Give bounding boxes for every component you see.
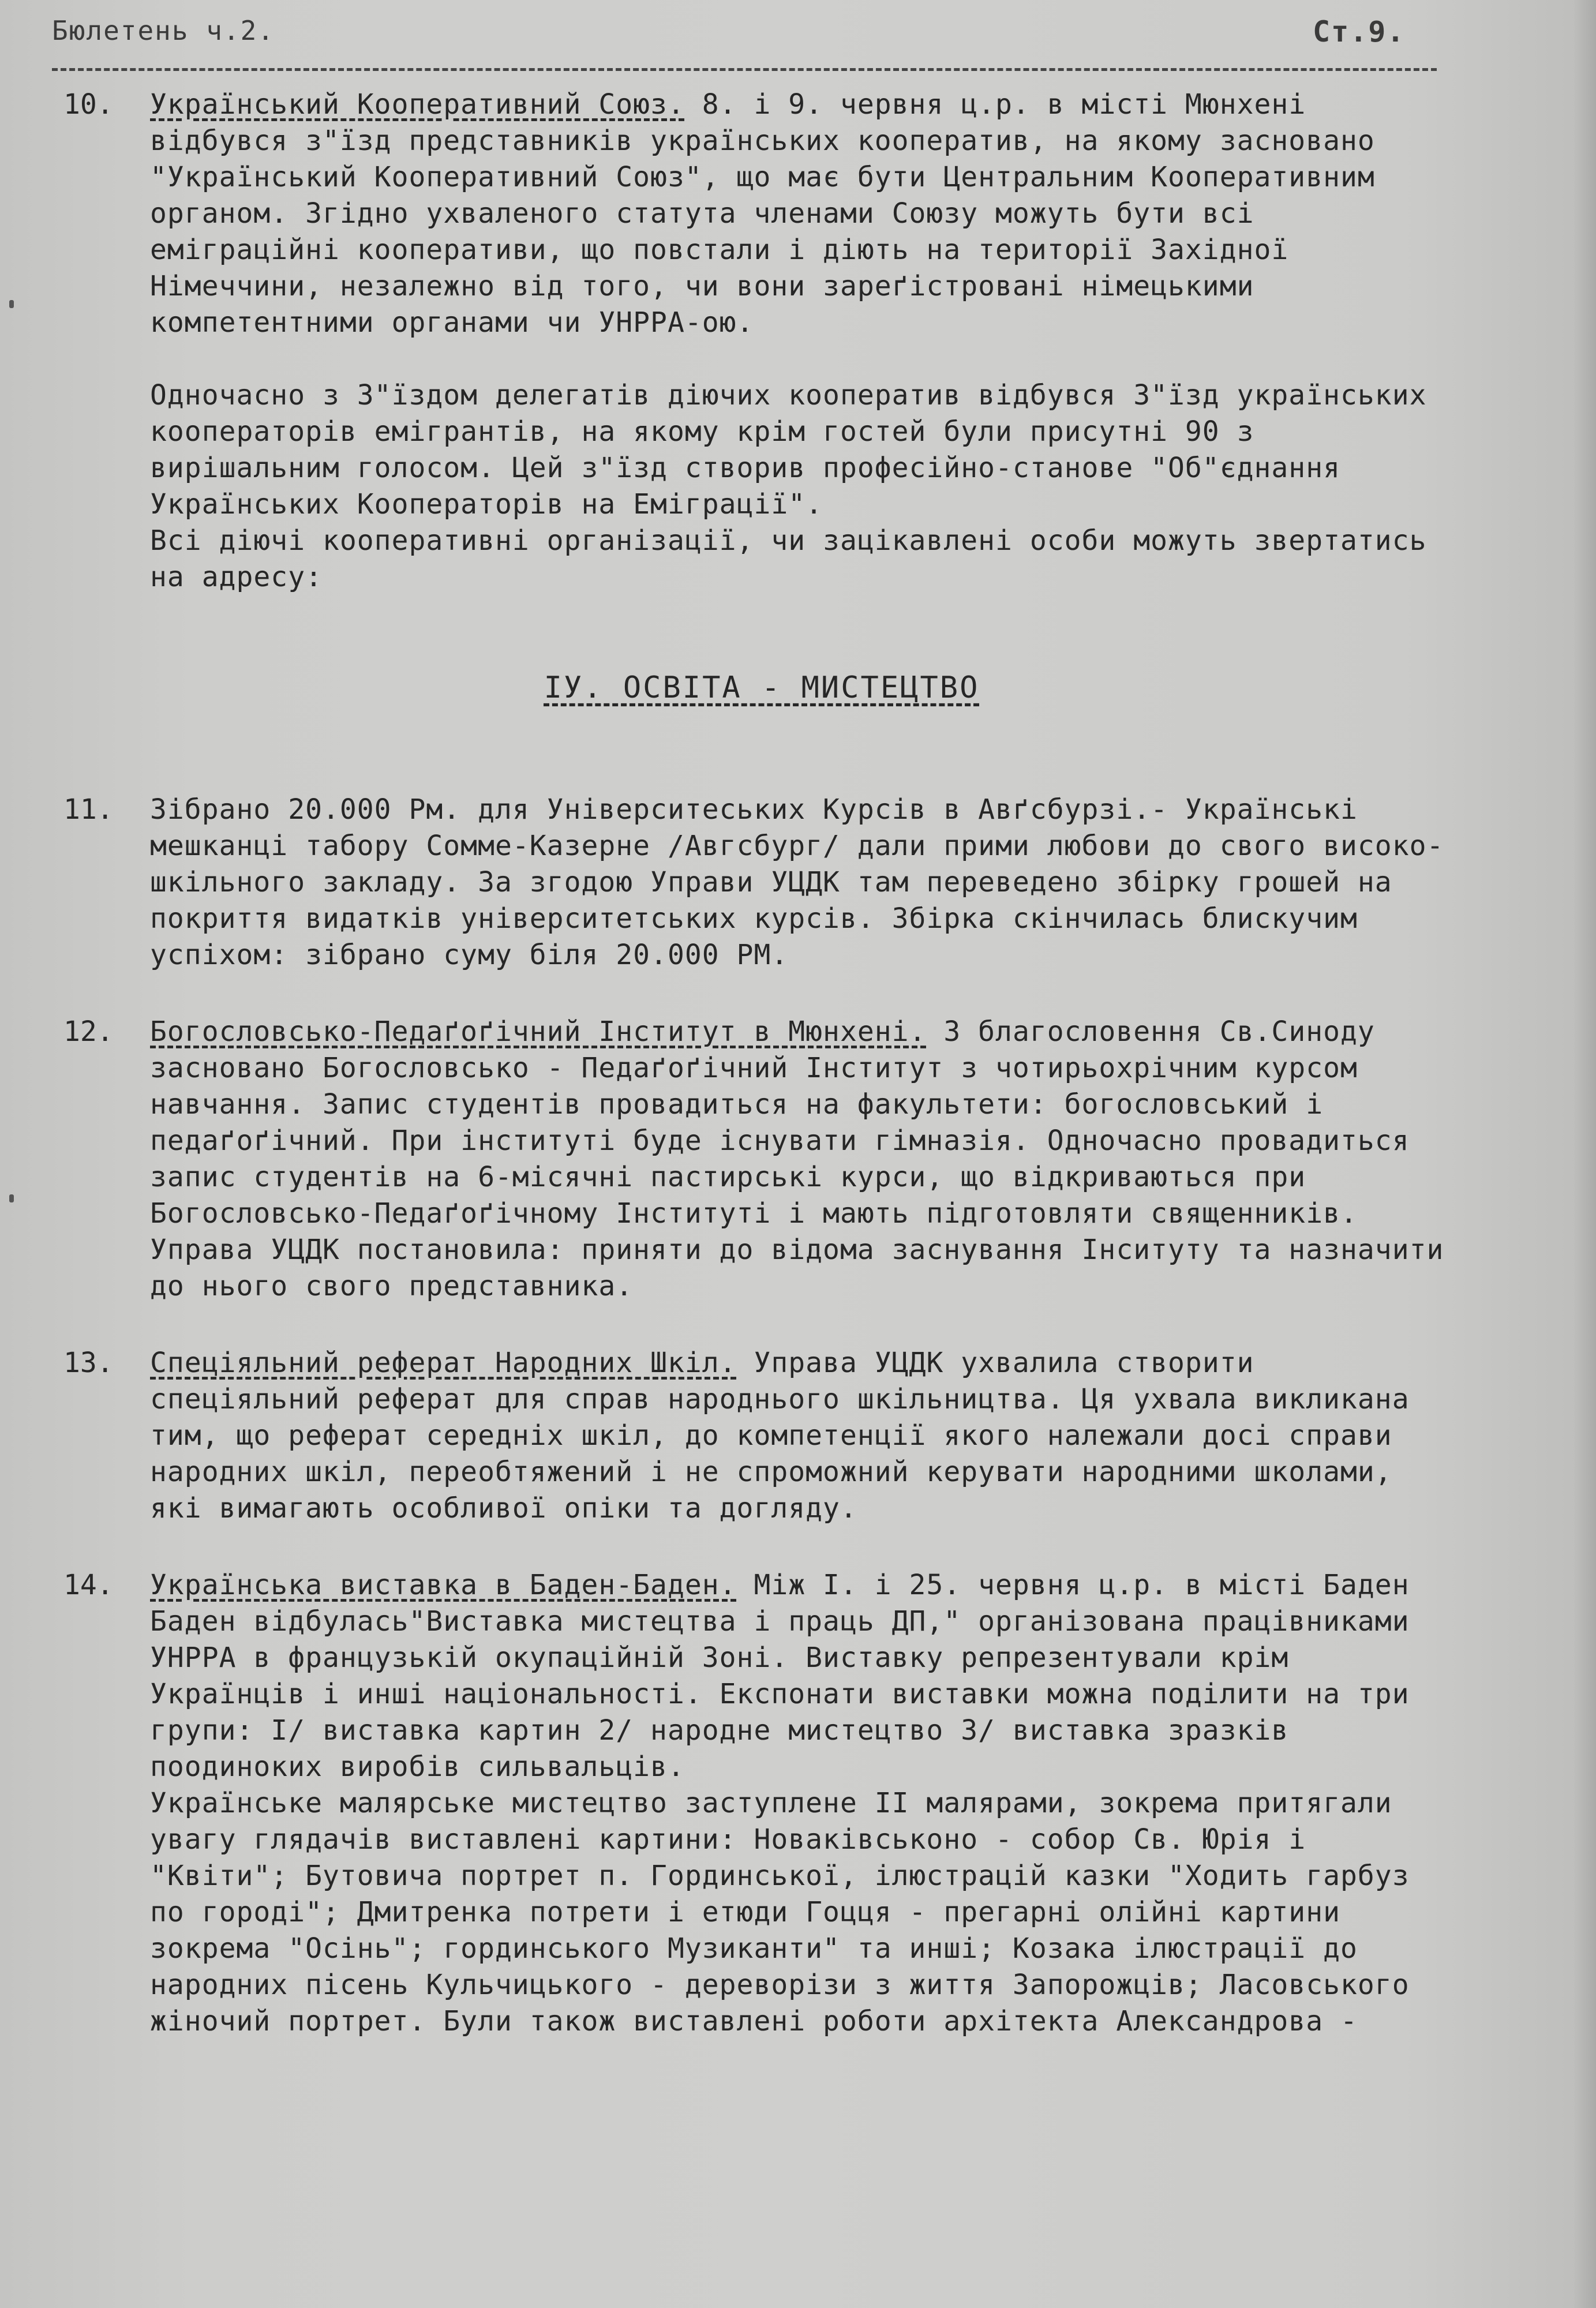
item-number: 12.	[63, 1016, 114, 1048]
header-divider	[52, 68, 1437, 71]
item-number: 14.	[63, 1569, 114, 1601]
item-paragraph: Всі діючі кооперативні організації, чи зацікавлені особи можуть звертатись на адресу:	[150, 524, 1427, 593]
item-text: Управа УЦДК ухвалила створити спеціяльний реферат для справ народнього шкільництва. Ця ухвала викликана тим, що реферат середніх шкіл, до компетенції якого належали досі справи народних шкіл, переобтяжений і не спроможний керувати народними школами, які вимагають особливої опіки та догляду.	[150, 1347, 1410, 1524]
page-number: Ст.9.	[1313, 15, 1406, 48]
item-body	[150, 87, 1460, 595]
item-paragraph	[150, 1014, 1460, 1232]
margin-mark	[9, 1194, 14, 1202]
item-heading: Українська виставка в Баден-Баден.	[150, 1569, 737, 1601]
item-paragraph: Українське малярське мистецтво заступлене II малярами, зокрема притягали увагу глядачів виставлені картини: Новаківськоно - собор Св. Юрія і "Квіти"; Бутовича портрет п. Гординської, ілюстрацій казки "Ходить гарбуз по городі"; Дмитренка потрети і етюди Гоцця - прегарні олійні картини зокрема "Осінь"; гординського Музиканти" та инші; Козака ілюстрації до народних пісень Кульчицького - дереворізи з життя Запорожців; Ласовського жіночий портрет. Були також виставлені роботи архітекта Александрова -	[150, 1787, 1410, 2037]
bulletin-label: Бюлетень ч.2.	[52, 15, 275, 46]
page-edge-shadow	[1573, 0, 1596, 2308]
paragraph-gap	[150, 341, 1460, 377]
item-12	[63, 1014, 1460, 1305]
item-number: 10.	[63, 88, 114, 121]
item-body	[150, 1014, 1460, 1305]
document-content	[63, 87, 1460, 2080]
item-number: 13.	[63, 1347, 114, 1379]
item-14	[63, 1567, 1460, 2040]
item-paragraph: Управа УЦДК постановила: приняти до відома заснування Інситуту та назначити до нього свого представника.	[150, 1234, 1444, 1302]
section-title-text: ІУ. ОСВІТА - МИСТЕЦТВО	[544, 670, 980, 705]
item-heading: Український Кооперативний Союз.	[150, 88, 685, 121]
item-paragraph	[150, 87, 1460, 341]
item-number: 11.	[63, 793, 114, 826]
item-10	[63, 87, 1460, 595]
item-heading: Богословсько-Педаґоґічний Інститут в Мюнхені.	[150, 1016, 927, 1048]
page-header	[52, 10, 1437, 57]
item-paragraph	[150, 1345, 1460, 1527]
item-11	[63, 792, 1460, 973]
item-text: 8. і 9. червня ц.р. в місті Мюнхені відбувся з"їзд представників українських кооператив, на якому засновано "Український Кооперативний Союз", що має бути Центральним Кооперативним органом. Згідно ухваленого статута членами Союзу можуть бути всі еміграційні кооперативи, що повстали і діють на території Західної Німеччини, незалежно від того, чи вони зареґістровані німецькими компетентними органами чи УНРРА-ою.	[150, 88, 1375, 339]
item-body	[150, 1567, 1460, 2040]
item-paragraph: Одночасно з З"їздом делегатів діючих кооператив відбувся З"їзд українських кооператорів емігрантів, на якому крім гостей були присутні 90 з вирішальним голосом. Цей з"їзд створив професійно-станове "Об"єднання Українських Кооператорів на Еміграції".	[150, 379, 1427, 520]
item-paragraph	[150, 1567, 1460, 1785]
item-paragraph: Зібрано 20.000 Рм. для Університеських Курсів в Авґсбурзі.- Українські мешканці табору Сомме-Казерне /Авгсбург/ дали прими любови до свого високо-шкільного закладу. За згодою Управи УЦДК там переведено збірку грошей на покриття видатків університетських курсів. Збірка скінчилась блискучим успіхом: зібрано суму біля 20.000 РМ.	[150, 793, 1444, 971]
item-text: З благословення Св.Синоду засновано Богословсько - Педаґоґічний Інститут з чотирьохрічним курсом навчання. Запис студентів провадиться на факультети: богословський і педаґоґічний. При інституті буде існувати гімназія. Одночасно провадиться запис студентів на 6-місячні пастирські курси, що відкриваються при Богословсько-Педаґоґічному Інституті і мають підготовляти священників.	[150, 1016, 1410, 1230]
item-heading: Спеціяльний реферат Народних Шкіл.	[150, 1347, 737, 1379]
item-text: Між І. і 25. червня ц.р. в місті Баден Баден відбулась"Виставка мистецтва і праць ДП," організована працівниками УНРРА в французькій окупаційній Зоні. Виставку репрезентували крім Українців і инші національності. Експонати виставки можна поділити на три групи: І/ виставка картин 2/ народне мистецтво 3/ виставка зразків поодиноких виробів сильвальців.	[150, 1569, 1410, 1783]
section-title	[63, 670, 1460, 705]
item-body	[150, 792, 1460, 973]
item-body	[150, 1345, 1460, 1527]
margin-mark	[9, 300, 14, 308]
item-13	[63, 1345, 1460, 1527]
